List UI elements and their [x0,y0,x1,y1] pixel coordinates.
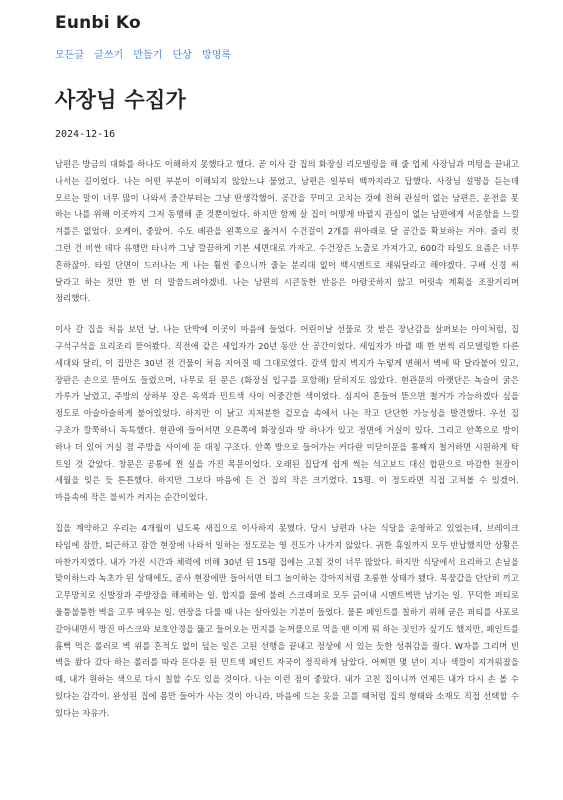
nav-link-writing[interactable]: 글쓰기 [94,50,124,61]
post-content [55,156,519,736]
post-date: 2024-12-16 [55,129,116,140]
site-title[interactable]: Eunbi Ko [55,13,141,33]
post-title: 사장님 수집가 [55,88,187,112]
nav-link-all-posts[interactable]: 모든글 [55,50,84,61]
main-nav [55,49,238,63]
post-paragraph-3: 집을 계약하고 우리는 4개월이 넘도록 새집으로 이사하지 못했다. 당시 남편과 나는 식당을 운영하고 있었는데, 브레이크 타임에 잠깐, 퇴근하고 잠깐 현장에 나와서 일하는 정도로는 영 진도가 나가지 않았다. 귀한 휴일까지 모두 반납했지만 상황은 마찬가지였다. 내가 가진 시간과 체력에 비해 30년 된 15평 집에는 고칠 것이 너무 많았다. 하지만 식당에서 요리하고 손님을 맞이하느라 녹초가 된 상태에도, 공사 현장에만 들어서면 터그 놀이하는 강아지처럼 초롱한 상태가 됐다. 목장갑을 단단히 끼고 고무망치로 신발장과 주방장을 해체하는 일. 합지를 물에 불려 스크래퍼로 모두 긁어내 시멘트벽만 남기는 일. 꾸덕한 퍼티로 울퉁불퉁한 벽을 고루 메우는 일. 연장을 다룰 때 나는 살아있는 기분이 들었다. 물론 페인트를 칠하기 위해 굳은 퍼티를 사포로 갈아내면서 방진 마스크와 보호안경을 뚫고 들어오는 먼지를 눈꺼풀으로 먹을 땐 이게 뭐 하는 짓인가 싶기도 했지만, 페인트를 흠뻑 먹은 롤러로 벽 위를 흔적도 없이 덮는 일은 고된 선행을 끝내고 정상에 서 있는 듯한 성취감을 줬다. W자를 그리며 빈 벽을 왔다 갔다 하는 롤러를 따라 돈다운 된 민트색 페인트 자국이 정직하게 남았다. 어쩌면 몇 년이 지나 색깔이 지겨워졌을 때, 내가 원하는 색으로 다시 칠할 수도 있을 것이다. 나는 이런 점이 좋았다. 내가 고친 집이니까 언제든 내가 다시 손 볼 수 있다는 감각이. 완성된 집에 몸만 들어가 사는 것이 아니라, 마음에 드는 옷을 고를 때처럼 집의 형태와 소재도 직접 선택할 수 있다는 자유가. [55,522,519,718]
nav-link-making[interactable]: 만들기 [133,50,163,61]
nav-link-thoughts[interactable]: 단상 [172,50,192,61]
post-paragraph-1: 남편은 방금의 대화를 하나도 이해하지 못했다고 했다. 곧 이사 갈 집의 화장실 리모델링을 해 줄 업체 사장님과 미팅을 끝내고 나서는 길이었다. 나는 어떤 부분이 이해되지 않았느냐 물었고, 남편은 일부터 백까지라고 답했다. 사장님 설명을 듣는데 모르는 말이 너무 많이 나와서 중간부터는 그냥 딴생각했어. 공간을 꾸미고 고치는 것에 전혀 관심이 없는 남편은, 운전을 못 하는 나를 위해 이곳까지 그저 동행해 준 것뿐이었다. 하지만 함께 살 집이 어떻게 바뀔지 관심이 없는 남편에게 서운함을 느낄 겨를은 없었다. 오케이, 좋았어. 수도 배관을 왼쪽으로 옮겨서 수건걸이 2개를 위아래로 달 공간을 확보하는 거야. 줄리 컷 그런 건 비싼 데다 유행만 타니까 그냥 깔끔하게 기본 세면대로 가자고. 수건장은 노출로 가져가고, 600각 타일도 요즘은 너무 흔하잖아. 타일 단면이 드러나는 게 나는 훨씬 좋으니까 줄눈 분리대 없이 백시멘트로 채워달라고 해야겠다. 구배 신경 써 달라고 하는 것만 한 번 더 말씀드려야겠네. 나는 남편의 시큰둥한 반응은 아랑곳하지 않고 머릿속 계획을 조잘거리며 정리했다. [55,159,519,304]
nav-link-guestbook[interactable]: 방명록 [202,50,232,61]
post-paragraph-2: 이사 갈 집을 처음 보던 날, 나는 단박에 이곳이 마음에 들었다. 어린이날 선물로 갓 받은 장난감을 살펴보는 아이처럼, 집 구석구석을 요리조리 뜯어봤다. 직전에 같은 세입자가 20년 동안 산 공간이었다. 세입자가 바뀔 때 한 번씩 리모델링한 다른 세대와 달리, 이 집만은 30년 전 건물이 처음 지어질 때 그대로였다. 갈색 합지 벽지가 누렇게 변해서 벽에 딱 달라붙어 있고, 장판은 손으로 뜯어도 들렸으며, 나무로 된 문은 (화장실 입구를 포함해) 닫히지도 않았다. 현관문의 아랫단은 녹슬어 굵은 가루가 날렸고, 주방의 상하부 장은 옥색과 민트색 사이 어중간한 색이었다. 심지어 흔들어 뜯으면 철거가 가능하겠다 싶을 정도로 아슬아슬하게 붙어있었다. 하지만 이 낡고 지저분한 겉모습 속에서 나는 작고 단단한 가능성을 발견했다. 우선 집 구조가 깔쭉하니 독특했다. 현관에 들어서면 오른쪽에 화장실과 방 하나가 있고 정면에 거실이 있다. 그리고 안쪽으로 방이 하나 더 있어 거실 겸 주방을 사이에 둔 대칭 구조다. 안쪽 방으로 들어가는 커다란 미닫이문을 통째지 철거하면 시원하게 탁 트일 것 같았다. 창문은 공통에 쩐 실을 가진 목문이었다. 오래된 집답게 쉽게 썩는 석고보드 대신 합판으로 마감한 천장이 세월을 잊은 듯 튼튼했다. 하지만 그보다 마음에 든 건 집의 작은 크기였다. 15평. 이 정도라면 직접 고쳐볼 수 있겠어. 마음속에 작은 불씨가 켜지는 순간이었다. [55,324,519,503]
